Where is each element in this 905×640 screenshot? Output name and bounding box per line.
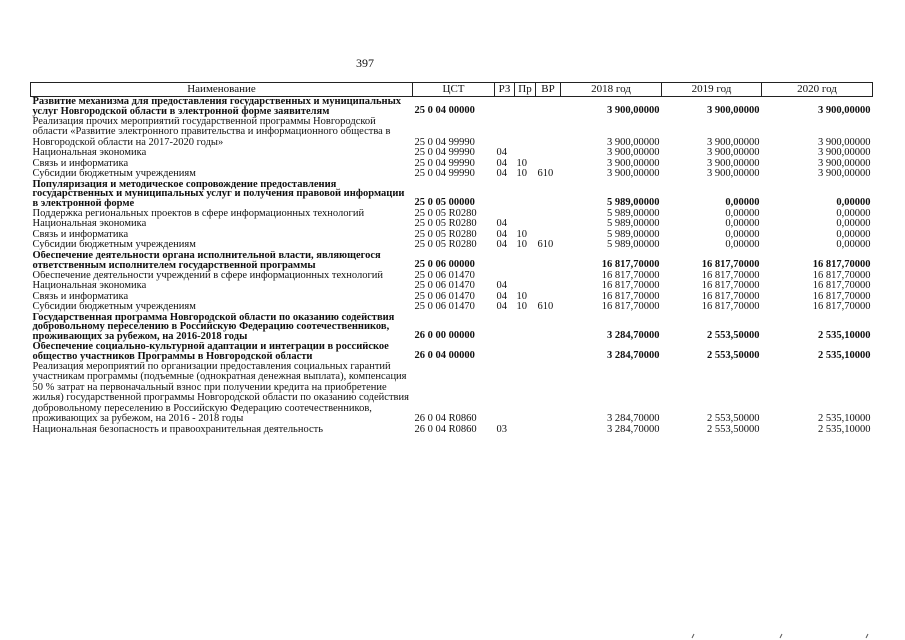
- cell-cst: 25 0 05 R0280: [414, 240, 477, 251]
- cell-rz: [495, 180, 515, 209]
- cell-name: Государственная программа Новгородской области по оказанию содействия добровольному переселению в Российскую Федерацию соотечественников, проживающих за рубежом, на 2016-2018 годы: [32, 312, 395, 342]
- cell-2018: 5 989,00000: [607, 229, 660, 240]
- cell-2020: 2 535,10000: [818, 424, 871, 435]
- cell-vr: [536, 281, 561, 292]
- cell-name: Поддержка региональных проектов в сфере информационных технологий: [32, 208, 365, 219]
- cell-2018: 3 284,70000: [607, 330, 660, 342]
- cell-2019: 2 553,50000: [707, 424, 760, 435]
- cell-2018: 3 284,70000: [607, 424, 660, 435]
- cell-name: Субсидии бюджетным учреждениям: [32, 240, 196, 251]
- cell-cst: 25 0 05 R0280: [414, 208, 477, 219]
- cell-pr: [515, 209, 536, 220]
- cell-name: Обеспечение деятельности органа исполнительной власти, являющегося ответственным исполнителем государственной программы: [32, 250, 381, 271]
- cell-rz: 04: [496, 219, 507, 230]
- header-2018: 2018 год: [561, 83, 662, 97]
- table-row: [31, 159, 873, 170]
- cell-2019: 3 900,00000: [707, 158, 760, 169]
- cell-2018: 16 817,70000: [601, 291, 660, 302]
- cell-2019: 3 900,00000: [707, 105, 760, 117]
- cell-rz: 04: [496, 302, 507, 313]
- cell-2019: 0,00000: [725, 208, 760, 219]
- table-row: [31, 240, 873, 251]
- cell-2019: 0,00000: [725, 219, 760, 230]
- cell-pr: 10: [516, 158, 527, 169]
- cell-pr: 10: [516, 302, 527, 313]
- cell-vr: [536, 97, 561, 117]
- cell-vr: [536, 148, 561, 159]
- cell-cst: 26 0 04 00000: [414, 350, 475, 362]
- table-row: [31, 180, 873, 209]
- table-header-row: [31, 83, 873, 97]
- cell-rz: 04: [496, 148, 507, 159]
- cell-rz: [495, 362, 515, 425]
- cell-rz: 04: [496, 169, 507, 180]
- cell-rz: [495, 209, 515, 220]
- table-row: [31, 169, 873, 180]
- cell-vr: 610: [537, 302, 554, 313]
- cell-vr: [536, 292, 561, 303]
- cell-rz: 04: [496, 158, 507, 169]
- cell-2018: 3 900,00000: [607, 158, 660, 169]
- cell-vr: [536, 271, 561, 282]
- cell-cst: 25 0 06 01470: [414, 281, 475, 292]
- cell-cst: 25 0 05 00000: [414, 197, 475, 209]
- cell-pr: 10: [516, 240, 527, 251]
- cell-vr: [536, 117, 561, 149]
- cell-cst: 25 0 05 R0280: [414, 229, 477, 240]
- cell-2019: 3 900,00000: [707, 148, 760, 159]
- cell-2018: 3 900,00000: [607, 136, 660, 148]
- cell-rz: [495, 251, 515, 271]
- budget-table: [30, 82, 873, 435]
- cell-2018: 3 900,00000: [607, 105, 660, 117]
- cell-name: Связь и информатика: [32, 229, 129, 240]
- cell-2020: 16 817,70000: [812, 259, 871, 271]
- cell-cst: 26 0 04 R0860: [414, 413, 477, 425]
- cell-name: Связь и информатика: [32, 158, 129, 169]
- cell-vr: [536, 362, 561, 425]
- cell-pr: [515, 251, 536, 271]
- cell-2018: 3 284,70000: [607, 350, 660, 362]
- cell-rz: [495, 271, 515, 282]
- cell-pr: 10: [516, 291, 527, 302]
- table-row: [31, 281, 873, 292]
- scan-marks: [690, 633, 870, 639]
- cell-pr: [515, 219, 536, 230]
- header-rz: РЗ: [495, 83, 515, 97]
- cell-pr: [515, 313, 536, 342]
- cell-2020: 2 535,10000: [818, 350, 871, 362]
- cell-cst: 25 0 06 01470: [414, 270, 475, 281]
- cell-2020: 16 817,70000: [812, 302, 871, 313]
- cell-2018: 16 817,70000: [601, 281, 660, 292]
- cell-cst: 25 0 06 01470: [414, 302, 475, 313]
- table-row: [31, 219, 873, 230]
- cell-2018: 5 989,00000: [607, 240, 660, 251]
- table-row: [31, 251, 873, 271]
- cell-cst: 26 0 04 R0860: [414, 424, 477, 435]
- cell-cst: 25 0 06 00000: [414, 259, 475, 271]
- cell-2019: 0,00000: [725, 229, 760, 240]
- cell-2018: 16 817,70000: [601, 270, 660, 281]
- cell-vr: [536, 219, 561, 230]
- table-row: [31, 313, 873, 342]
- cell-pr: [515, 148, 536, 159]
- cell-2018: 3 284,70000: [607, 413, 660, 425]
- cell-2020: 3 900,00000: [818, 136, 871, 148]
- cell-2018: 16 817,70000: [601, 302, 660, 313]
- cell-2019: 0,00000: [725, 240, 760, 251]
- cell-cst: 25 0 06 01470: [414, 291, 475, 302]
- table-row: [31, 117, 873, 149]
- cell-2018: 16 817,70000: [601, 259, 660, 271]
- cell-rz: 04: [496, 291, 507, 302]
- cell-name: Субсидии бюджетным учреждениям: [32, 169, 196, 180]
- cell-name: Субсидии бюджетным учреждениям: [32, 302, 196, 313]
- cell-2020: 0,00000: [836, 240, 871, 251]
- cell-vr: [536, 230, 561, 241]
- cell-2019: 2 553,50000: [707, 350, 760, 362]
- table-row: [31, 148, 873, 159]
- cell-2020: 3 900,00000: [818, 105, 871, 117]
- cell-rz: [495, 313, 515, 342]
- cell-cst: 25 0 04 99990: [414, 158, 475, 169]
- cell-cst: 25 0 04 99990: [414, 169, 475, 180]
- cell-vr: [536, 313, 561, 342]
- cell-2019: 3 900,00000: [707, 169, 760, 180]
- table-row: [31, 342, 873, 362]
- cell-vr: [536, 425, 561, 436]
- cell-rz: 04: [496, 281, 507, 292]
- cell-2020: 0,00000: [836, 229, 871, 240]
- cell-2020: 16 817,70000: [812, 270, 871, 281]
- cell-name: Реализация мероприятий по организации предоставления социальных гарантий участникам программы (подъемные (однократная денежная выплата), компенсация 50 % затрат на первоначальный взнос при получении кредита на приобретение жилья) государственной программы Новгородской области по оказанию содействия добровольному переселению в Российскую Федерацию соотечественников, проживающих за рубежом, на 2016 - 2018 годы: [32, 361, 409, 425]
- cell-cst: 25 0 04 00000: [414, 105, 475, 117]
- header-name: Наименование: [31, 83, 413, 97]
- cell-pr: [515, 117, 536, 149]
- cell-vr: [536, 209, 561, 220]
- cell-2019: 16 817,70000: [701, 270, 760, 281]
- cell-2020: 3 900,00000: [818, 158, 871, 169]
- cell-2019: 2 553,50000: [707, 330, 760, 342]
- cell-name: Национальная экономика: [32, 219, 147, 230]
- cell-pr: 10: [516, 169, 527, 180]
- cell-rz: [495, 117, 515, 149]
- table-row: [31, 271, 873, 282]
- cell-vr: [536, 159, 561, 170]
- header-pr: Пр: [515, 83, 536, 97]
- cell-cst: 25 0 05 R0280: [414, 219, 477, 230]
- cell-pr: [515, 271, 536, 282]
- cell-vr: [536, 342, 561, 362]
- cell-rz: 04: [496, 240, 507, 251]
- cell-2018: 5 989,00000: [607, 197, 660, 209]
- table-row: [31, 97, 873, 117]
- cell-vr: [536, 180, 561, 209]
- cell-2019: 16 817,70000: [701, 281, 760, 292]
- cell-name: Национальная экономика: [32, 148, 147, 159]
- cell-2018: 5 989,00000: [607, 219, 660, 230]
- cell-rz: [495, 342, 515, 362]
- cell-2020: 16 817,70000: [812, 291, 871, 302]
- cell-name: Реализация прочих мероприятий государственной программы Новгородской области «Развитие электронного правительства и информационного общества в Новгородской области на 2017-2020 годы»: [32, 116, 391, 148]
- cell-rz: 04: [496, 229, 507, 240]
- cell-2019: 3 900,00000: [707, 136, 760, 148]
- cell-2019: 2 553,50000: [707, 413, 760, 425]
- table-row: [31, 209, 873, 220]
- cell-2020: 3 900,00000: [818, 148, 871, 159]
- header-cst: ЦСТ: [413, 83, 495, 97]
- cell-pr: [515, 362, 536, 425]
- cell-2019: 16 817,70000: [701, 302, 760, 313]
- cell-2018: 5 989,00000: [607, 208, 660, 219]
- cell-cst: 25 0 04 99990: [414, 148, 475, 159]
- cell-pr: 10: [516, 229, 527, 240]
- table-body: [31, 97, 873, 436]
- cell-pr: [515, 97, 536, 117]
- header-vr: ВР: [536, 83, 561, 97]
- cell-name: Связь и информатика: [32, 291, 129, 302]
- cell-2020: 0,00000: [836, 219, 871, 230]
- cell-2018: 3 900,00000: [607, 148, 660, 159]
- cell-name: Национальная безопасность и правоохранительная деятельность: [32, 424, 324, 435]
- cell-2020: 16 817,70000: [812, 281, 871, 292]
- cell-cst: 25 0 04 99990: [414, 136, 475, 148]
- cell-pr: [515, 180, 536, 209]
- page-number: 397: [356, 56, 374, 70]
- cell-rz: [495, 97, 515, 117]
- cell-2020: 2 535,10000: [818, 330, 871, 342]
- cell-2020: 2 535,10000: [818, 413, 871, 425]
- cell-2020: 0,00000: [836, 208, 871, 219]
- cell-cst: 26 0 00 00000: [414, 330, 475, 342]
- cell-name: Обеспечение социально-культурной адаптации и интеграции в российское общество участников Программы в Новгородской области: [32, 341, 389, 362]
- cell-vr: [536, 251, 561, 271]
- cell-2020: 0,00000: [836, 197, 871, 209]
- cell-pr: [515, 342, 536, 362]
- cell-vr: 610: [537, 169, 554, 180]
- cell-name: Национальная экономика: [32, 281, 147, 292]
- table-row: [31, 230, 873, 241]
- header-2019: 2019 год: [662, 83, 762, 97]
- cell-2019: 0,00000: [725, 197, 760, 209]
- cell-2020: 3 900,00000: [818, 169, 871, 180]
- cell-pr: [515, 281, 536, 292]
- header-2020: 2020 год: [762, 83, 873, 97]
- table-row: [31, 302, 873, 313]
- table-row: [31, 425, 873, 436]
- cell-2018: 3 900,00000: [607, 169, 660, 180]
- cell-name: Развитие механизма для предоставления государственных и муниципальных услуг Новгородской области в электронной форме заявителям: [32, 96, 402, 117]
- table-row: [31, 292, 873, 303]
- cell-vr: 610: [537, 240, 554, 251]
- cell-name: Популяризация и методическое сопровождение предоставления государственных и муниципальных услуг и получения правовой информации в электронной форме: [32, 179, 405, 209]
- cell-2019: 16 817,70000: [701, 259, 760, 271]
- cell-pr: [515, 425, 536, 436]
- cell-name: Обеспечение деятельности учреждений в сфере информационных технологий: [32, 270, 384, 281]
- cell-rz: 03: [496, 424, 507, 435]
- cell-2019: 16 817,70000: [701, 291, 760, 302]
- table-row: [31, 362, 873, 425]
